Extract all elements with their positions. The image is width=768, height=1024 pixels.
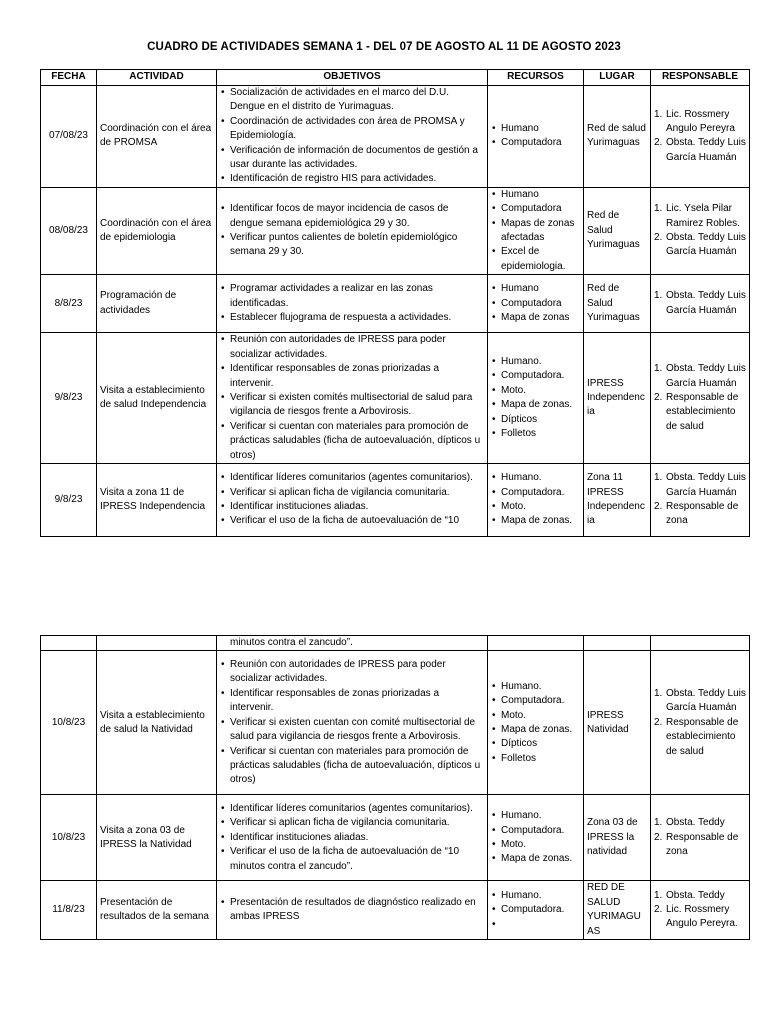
recurso-item: • Folletos bbox=[491, 427, 580, 441]
responsable-name: Obsta. Teddy bbox=[666, 889, 725, 901]
responsable-item: 1. Lic. Ysela Pilar Ramirez Robles. bbox=[654, 203, 740, 229]
continuation-text: minutos contra el zancudo”. bbox=[217, 636, 488, 651]
objetivo-item: • Verificar puntos calientes de boletín epidemiológico semana 29 y 30. bbox=[220, 231, 484, 260]
document-title: CUADRO DE ACTIVIDADES SEMANA 1 - DEL 07 DE AGOSTO AL 11 DE AGOSTO 2023 bbox=[147, 41, 621, 53]
responsable-name: Obsta. Teddy Luis García Huamán bbox=[666, 472, 746, 498]
recursos-cell bbox=[488, 187, 584, 274]
recursos-cell bbox=[488, 86, 584, 188]
objetivos-cell bbox=[217, 275, 488, 333]
recurso-item: • Humano. bbox=[491, 680, 580, 694]
objetivos-list bbox=[220, 802, 484, 874]
responsable-list bbox=[654, 362, 746, 434]
recurso-item: • Dípticos bbox=[491, 413, 580, 427]
fecha-cell: 8/8/23 bbox=[41, 275, 97, 333]
recurso-item: • Computadora bbox=[491, 136, 580, 150]
lugar-cell: Red de Salud Yurimaguas bbox=[584, 275, 651, 333]
lugar-cell: Zona 11 IPRESS Independencia bbox=[584, 463, 651, 536]
recursos-cell bbox=[488, 881, 584, 940]
objetivo-item: • Identificar instituciones aliadas. bbox=[220, 831, 484, 845]
fecha-cell: 08/08/23 bbox=[41, 187, 97, 274]
actividad-cell: Visita a zona 03 de IPRESS la Natividad bbox=[97, 795, 217, 881]
responsable-list bbox=[654, 687, 746, 759]
recurso-item: • Folletos bbox=[491, 752, 580, 766]
objetivos-cell bbox=[217, 881, 488, 940]
responsable-name: Obsta. Teddy Luis García Huamán bbox=[666, 137, 746, 163]
objetivo-item: • Identificar responsables de zonas priorizadas a intervenir. bbox=[220, 362, 484, 391]
recurso-item: • Moto. bbox=[491, 838, 580, 852]
responsable-name: Lic. Rossmery Angulo Pereyra bbox=[666, 108, 735, 135]
objetivo-item: • Identificar líderes comunitarios (agentes comunitarios). bbox=[220, 471, 484, 485]
objetivo-item: • Verificar si cuentan con materiales para promoción de prácticas saludables (ficha de autoevaluación, dípticos u otros) bbox=[220, 420, 484, 463]
recurso-item: • Computadora. bbox=[491, 486, 580, 500]
objetivos-list bbox=[220, 202, 484, 260]
objetivos-list bbox=[220, 658, 484, 788]
recurso-item: • Dípticos bbox=[491, 737, 580, 751]
objetivo-item: • Establecer flujograma de respuesta a actividades. bbox=[220, 311, 484, 325]
recursos-list bbox=[491, 889, 580, 932]
objetivos-list bbox=[220, 282, 484, 325]
header-fecha: FECHA bbox=[41, 70, 97, 86]
objetivo-item: • Socialización de actividades en el marco del D.U. Dengue en el distrito de Yurimaguas. bbox=[220, 86, 484, 115]
responsable-cell bbox=[651, 795, 750, 881]
objetivos-list bbox=[220, 471, 484, 529]
recurso-item: • Computadora. bbox=[491, 903, 580, 917]
fecha-cell: 9/8/23 bbox=[41, 333, 97, 464]
table-row bbox=[41, 881, 750, 940]
lugar-cell: Red de Salud Yurimaguas bbox=[584, 187, 651, 274]
responsable-name: Obsta. Teddy bbox=[666, 817, 725, 829]
recursos-list bbox=[491, 680, 580, 766]
responsable-list bbox=[654, 202, 746, 260]
responsable-cell bbox=[651, 881, 750, 940]
responsable-item: 2. Responsable de zona bbox=[654, 500, 739, 527]
recurso-item: • Humano. bbox=[491, 809, 580, 823]
recurso-item: • Computadora bbox=[491, 202, 580, 216]
recursos-list bbox=[491, 355, 580, 441]
recurso-item: • Humano bbox=[491, 122, 580, 136]
recursos-list bbox=[491, 471, 580, 529]
recurso-item: • Mapa de zonas. bbox=[491, 398, 580, 412]
table-row bbox=[41, 795, 750, 881]
recursos-cell bbox=[488, 463, 584, 536]
responsable-name: Obsta. Teddy Luis García Huamán bbox=[666, 687, 746, 714]
table-row bbox=[41, 187, 750, 274]
responsable-list bbox=[654, 289, 746, 318]
objetivo-item: • Verificar si aplican ficha de vigilancia comunitaria. bbox=[220, 486, 484, 500]
lugar-cell: IPRESS Independencia bbox=[584, 333, 651, 464]
header-responsable: RESPONSABLE bbox=[651, 70, 750, 86]
table-row bbox=[41, 86, 750, 188]
fecha-cell: 10/8/23 bbox=[41, 651, 97, 795]
recurso-item: • Humano. bbox=[491, 355, 580, 369]
actividad-cell: Presentación de resultados de la semana bbox=[97, 881, 217, 940]
recurso-item: • Computadora bbox=[491, 297, 580, 311]
responsable-cell bbox=[651, 651, 750, 795]
recurso-item: • Moto. bbox=[491, 709, 580, 723]
responsable-name: Responsable de establecimiento de salud bbox=[666, 716, 739, 757]
responsable-name: Responsable de zona bbox=[666, 500, 739, 527]
responsable-name: Obsta. Teddy Luis García Huamán bbox=[666, 290, 746, 316]
table-row bbox=[41, 463, 750, 536]
actividad-cell: Coordinación con el área de PROMSA bbox=[97, 86, 217, 188]
objetivo-item: • Presentación de resultados de diagnóstico realizado en ambas IPRESS bbox=[220, 896, 484, 925]
objetivo-item: • Verificar el uso de la ficha de autoevaluación de “10 bbox=[220, 514, 484, 528]
header-recursos: RECURSOS bbox=[488, 70, 584, 86]
objetivo-item: • Verificar si existen cuentan con comité multisectorial de salud para vigilancia de riesgos frente a Arbovirosis. bbox=[220, 716, 484, 745]
header-actividad: ACTIVIDAD bbox=[97, 70, 217, 86]
recurso-item: • Computadora. bbox=[491, 369, 580, 383]
activities-table-page-1 bbox=[40, 69, 750, 537]
table-row bbox=[41, 333, 750, 464]
objetivo-item: • Verificar si existen comités multisectorial de salud para vigilancia de riesgos frente a Arbovirosis. bbox=[220, 391, 484, 420]
responsable-name: Responsable de zona bbox=[666, 831, 739, 858]
responsable-cell bbox=[651, 275, 750, 333]
objetivos-cell bbox=[217, 86, 488, 188]
responsable-item: 2. Lic. Rossmery Angulo Pereyra. bbox=[654, 904, 738, 930]
recursos-cell bbox=[488, 333, 584, 464]
actividad-cell: Programación de actividades bbox=[97, 275, 217, 333]
recursos-list bbox=[491, 122, 580, 151]
responsable-item: 2. Obsta. Teddy Luis García Huamán bbox=[654, 137, 746, 163]
responsable-item: 1. Obsta. Teddy Luis García Huamán bbox=[654, 363, 746, 389]
continuation-row bbox=[41, 636, 750, 651]
objetivos-cell bbox=[217, 463, 488, 536]
responsable-list bbox=[654, 471, 746, 529]
responsable-list bbox=[654, 889, 746, 932]
recurso-item: • Humano bbox=[491, 188, 580, 202]
responsable-item: 2. Responsable de establecimiento de salud bbox=[654, 716, 739, 757]
responsable-list bbox=[654, 108, 746, 166]
actividad-cell: Visita a establecimiento de salud Independencia bbox=[97, 333, 217, 464]
recurso-item: • Computadora. bbox=[491, 824, 580, 838]
responsable-item: 1. Obsta. Teddy bbox=[654, 817, 725, 829]
responsable-item: 1. Obsta. Teddy Luis García Huamán bbox=[654, 472, 746, 498]
table-header-row bbox=[41, 70, 750, 86]
recurso-item: • Mapa de zonas bbox=[491, 311, 580, 325]
recurso-item: • Mapas de zonas afectadas bbox=[491, 217, 580, 246]
fecha-cell: 07/08/23 bbox=[41, 86, 97, 188]
lugar-cell: IPRESS Natividad bbox=[584, 651, 651, 795]
fecha-cell: 10/8/23 bbox=[41, 795, 97, 881]
responsable-item: 2. Responsable de establecimiento de salud bbox=[654, 391, 739, 432]
recurso-item bbox=[491, 918, 580, 932]
objetivo-item: • Coordinación de actividades con área de PROMSA y Epidemiología. bbox=[220, 115, 484, 144]
objetivo-item: • Identificar instituciones aliadas. bbox=[220, 500, 484, 514]
responsable-item: 2. Responsable de zona bbox=[654, 831, 739, 858]
recurso-item: • Humano. bbox=[491, 889, 580, 903]
recurso-item: • Computadora. bbox=[491, 694, 580, 708]
responsable-name: Lic. Rossmery Angulo Pereyra. bbox=[666, 904, 738, 930]
objetivo-item: • Verificación de información de documentos de gestión a usar durante las actividades. bbox=[220, 144, 484, 173]
responsable-item: 1. Obsta. Teddy Luis García Huamán bbox=[654, 687, 746, 714]
responsable-name: Responsable de establecimiento de salud bbox=[666, 391, 739, 432]
responsable-name: Lic. Ysela Pilar Ramirez Robles. bbox=[666, 203, 740, 229]
recurso-item: • Mapa de zonas. bbox=[491, 852, 580, 866]
responsable-item: 2. Obsta. Teddy Luis García Huamán bbox=[654, 232, 746, 258]
recurso-item: • Mapa de zonas. bbox=[491, 723, 580, 737]
actividad-cell: Visita a zona 11 de IPRESS Independencia bbox=[97, 463, 217, 536]
objetivo-item: • Verificar si aplican ficha de vigilancia comunitaria. bbox=[220, 816, 484, 830]
responsable-item: 1. Lic. Rossmery Angulo Pereyra bbox=[654, 108, 735, 135]
recursos-list bbox=[491, 188, 580, 274]
header-lugar: LUGAR bbox=[584, 70, 651, 86]
recurso-item: • Moto. bbox=[491, 384, 580, 398]
objetivos-list bbox=[220, 896, 484, 925]
recurso-item: • Moto. bbox=[491, 500, 580, 514]
objetivos-cell bbox=[217, 795, 488, 881]
responsable-list bbox=[654, 816, 746, 859]
lugar-cell: RED DE SALUD YURIMAGUAS bbox=[584, 881, 651, 940]
objetivo-item: • Identificar focos de mayor incidencia de casos de dengue semana epidemiológica 29 y 30. bbox=[220, 202, 484, 231]
objetivos-list bbox=[220, 86, 484, 187]
actividad-cell: Visita a establecimiento de salud la Natividad bbox=[97, 651, 217, 795]
responsable-name: Obsta. Teddy Luis García Huamán bbox=[666, 363, 746, 389]
fecha-cell: 11/8/23 bbox=[41, 881, 97, 940]
recursos-cell bbox=[488, 275, 584, 333]
recurso-item: • Excel de epidemiologia. bbox=[491, 245, 580, 274]
objetivos-cell bbox=[217, 333, 488, 464]
lugar-cell: Zona 03 de IPRESS la natividad bbox=[584, 795, 651, 881]
actividad-cell: Coordinación con el área de epidemiologia bbox=[97, 187, 217, 274]
responsable-cell bbox=[651, 463, 750, 536]
objetivo-item: • Identificación de registro HIS para actividades. bbox=[220, 172, 484, 186]
responsable-item: 1. Obsta. Teddy bbox=[654, 889, 725, 901]
objetivo-item: • Identificar responsables de zonas priorizadas a intervenir. bbox=[220, 687, 484, 716]
table-row bbox=[41, 275, 750, 333]
recursos-cell bbox=[488, 795, 584, 881]
table-row bbox=[41, 651, 750, 795]
objetivo-item: • Identificar líderes comunitarios (agentes comunitarios). bbox=[220, 802, 484, 816]
recurso-item: • Mapa de zonas. bbox=[491, 514, 580, 528]
objetivos-cell bbox=[217, 651, 488, 795]
recursos-list bbox=[491, 809, 580, 867]
objetivo-item: • Programar actividades a realizar en las zonas identificadas. bbox=[220, 282, 484, 311]
responsable-name: Obsta. Teddy Luis García Huamán bbox=[666, 232, 746, 258]
objetivos-list bbox=[220, 333, 484, 463]
recursos-list bbox=[491, 282, 580, 325]
responsable-cell bbox=[651, 333, 750, 464]
objetivo-item: • Reunión con autoridades de IPRESS para poder socializar actividades. bbox=[220, 333, 484, 362]
recurso-item: • Humano. bbox=[491, 471, 580, 485]
responsable-cell bbox=[651, 86, 750, 188]
recurso-item: • Humano bbox=[491, 282, 580, 296]
responsable-cell bbox=[651, 187, 750, 274]
activities-table-page-2 bbox=[40, 635, 750, 940]
objetivos-cell bbox=[217, 187, 488, 274]
objetivo-item: • Reunión con autoridades de IPRESS para poder socializar actividades. bbox=[220, 658, 484, 687]
recursos-cell bbox=[488, 651, 584, 795]
objetivo-item: • Verificar si cuentan con materiales para promoción de prácticas saludables (ficha de autoevaluación, dípticos u otros) bbox=[220, 745, 484, 788]
header-objetivos: OBJETIVOS bbox=[217, 70, 488, 86]
lugar-cell: Red de salud Yurimaguas bbox=[584, 86, 651, 188]
responsable-item: 1. Obsta. Teddy Luis García Huamán bbox=[654, 290, 746, 316]
fecha-cell: 9/8/23 bbox=[41, 463, 97, 536]
objetivo-item: • Verificar el uso de la ficha de autoevaluación de “10 minutos contra el zancudo”. bbox=[220, 845, 484, 874]
